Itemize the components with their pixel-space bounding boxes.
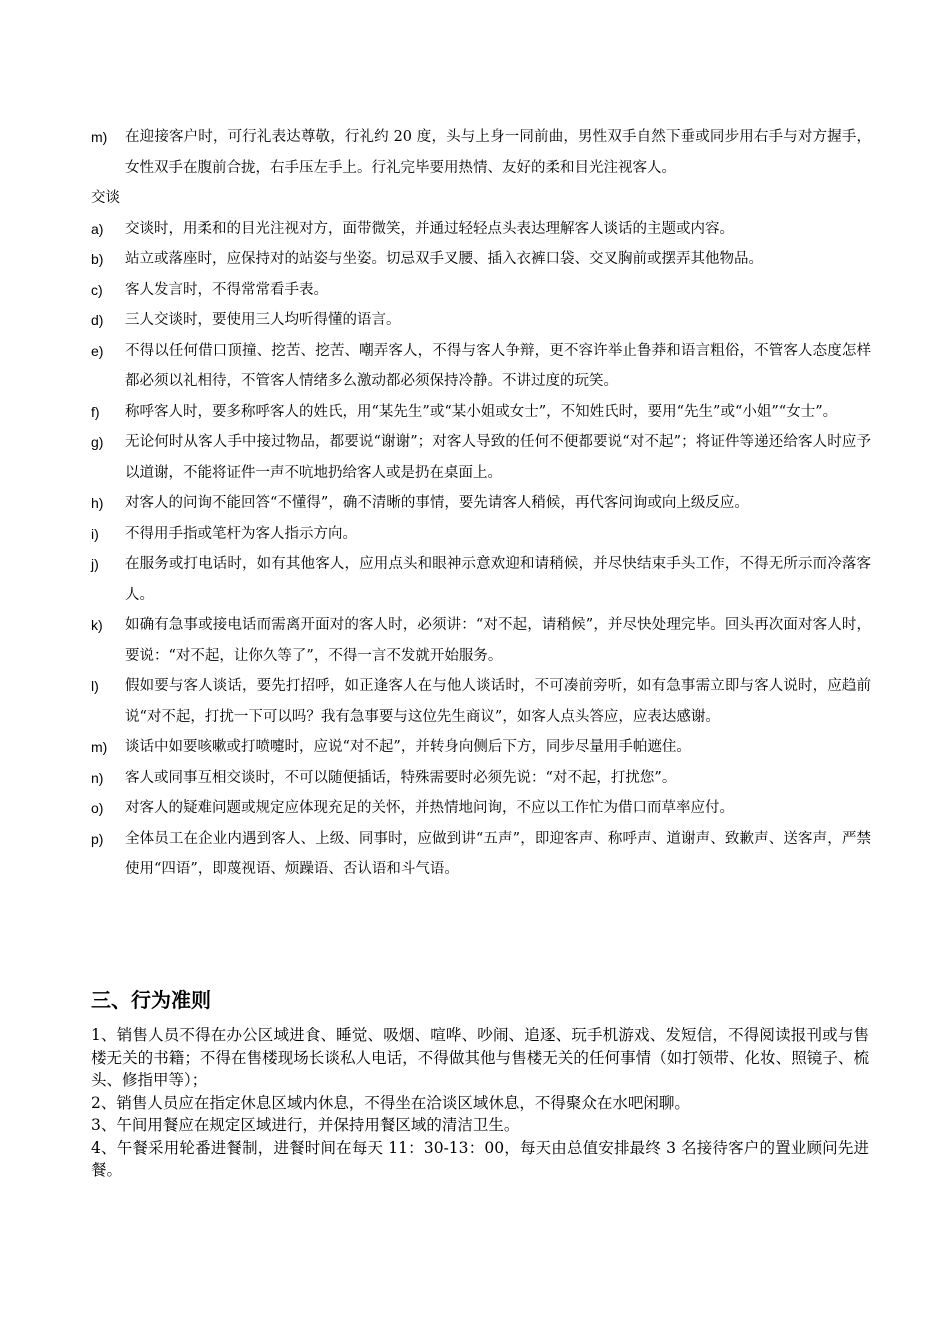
list-item-text: 在迎接客户时，可行礼表达尊敬，行礼约 20 度，头与上身一同前曲，男性双手自然下垂或同步用右手与对方握手，女性双手在腹前合拢，右手压左手上。行礼完毕要用热情、友好的柔和目光注视客人。 [125,129,871,176]
list-marker: f) [91,403,100,420]
list-marker: g) [91,434,104,450]
list-item-text: 对客人的疑难问题或规定应体现充足的关怀，并热情地问询，不应以工作忙为借口而草率应付。 [125,800,734,816]
list-item-text: 在服务或打电话时，如有其他客人，应用点头和眼神示意欢迎和请稍候，并尽快结束手头工作，不得无所示而冷落客人。 [125,556,871,603]
list-item [91,275,871,306]
conduct-rules [91,1024,869,1182]
list-marker: a) [91,220,104,237]
list-item [91,671,871,732]
list-item-text: 如确有急事或接电话而需离开面对的客人时，必须讲：“对不起，请稍候”，并尽快处理完毕。回头再次面对客人时，要说：“对不起，让你久等了”，不得一言不发就开始服务。 [125,617,871,664]
list-item [91,305,871,336]
list-item-text: 无论何时从客人手中接过物品，都要说“谢谢”；对客人导致的任何不便都要说“对不起”；将证件等递还给客人时应予以道谢，不能将证件一声不吭地扔给客人或是扔在桌面上。 [125,434,871,481]
list-item-text: 谈话中如要咳嗽或打喷嚏时，应说“对不起”，并转身向侧后下方，同步尽量用手帕遮住。 [125,739,691,755]
list-item [91,214,871,245]
list-item-text: 交谈时，用柔和的目光注视对方，面带微笑，并通过轻轻点头表达理解客人谈话的主题或内容。 [125,220,734,237]
list-marker: k) [91,617,103,633]
list-item [91,824,871,885]
list-item [91,732,871,763]
list-item [91,427,871,488]
list-item-text: 全体员工在企业内遇到客人、上级、同事时，应做到讲“五声”，即迎客声、称呼声、道谢声、致歉声、送客声，严禁使用“四语”，即蔑视语、烦躁语、否认语和斗气语。 [125,830,871,877]
rule-paragraph: 3、午间用餐应在规定区域进行，并保持用餐区域的清洁卫生。 [91,1116,520,1134]
list-item [91,336,871,397]
list-marker: o) [91,800,104,816]
list-item [91,488,871,519]
list-item [91,397,871,428]
list-item-text: 三人交谈时，要使用三人均听得懂的语言。 [125,312,401,328]
list-item [91,763,871,794]
section-title-conduct-rules: 三、行为准则 [91,988,211,1012]
list-item [91,793,871,824]
list-item [91,122,871,183]
list-marker: h) [91,495,104,511]
list-item [91,549,871,610]
list-marker: n) [91,769,104,786]
list-marker: c) [91,281,103,298]
list-item-text: 不得以任何借口顶撞、挖苦、挖苦、嘲弄客人，不得与客人争辩，更不容许举止鲁莽和语言粗俗，不管客人态度怎样都必须以礼相待，不管客人情绪多么激动都必须保持冷静。不讲过度的玩笑。 [125,342,871,389]
list-marker: m) [91,129,108,145]
rule-paragraph: 4、午餐采用轮番进餐制，进餐时间在每天 11：30-13：00，每天由总值安排最终 3 名接待客户的置业顾问先进餐。 [91,1138,869,1179]
list-item [91,244,871,275]
list-item-text: 假如要与客人谈话，要先打招呼，如正逢客人在与他人谈话时，不可凑前旁听，如有急事需立即与客人说时，应趋前说“对不起，打扰一下可以吗？我有急事要与这位先生商议”，如客人点头答应，应表达感谢。 [125,678,871,725]
etiquette-list [91,122,871,885]
list-item-text: 客人发言时，不得常常看手表。 [125,281,328,298]
list-item-text: 站立或落座时，应保持对的站姿与坐姿。切忌双手叉腰、插入衣裤口袋、交叉胸前或摆弄其他物品。 [125,251,763,267]
subheading-conversation: 交谈 [91,190,120,206]
list-marker: l) [91,678,99,694]
list-marker: b) [91,251,104,267]
list-item [91,610,871,671]
list-marker: j) [91,556,99,572]
rule-paragraph: 2、销售人员应在指定休息区域内休息，不得坐在洽谈区域休息，不得聚众在水吧闲聊。 [91,1093,690,1112]
list-item-text: 对客人的问询不能回答“不懂得”，确不清晰的事情，要先请客人稍候，再代客问询或向上级反应。 [125,495,749,511]
list-marker: p) [91,830,104,847]
list-item [91,519,871,550]
list-item-text: 客人或同事互相交谈时，不可以随便插话，特殊需要时必须先说：“对不起，打扰您”。 [125,769,677,786]
list-marker: m) [91,739,108,755]
list-marker: e) [91,342,104,359]
list-marker: d) [91,312,104,328]
list-marker: i) [91,525,99,542]
list-item-text: 不得用手指或笔杆为客人指示方向。 [125,525,357,542]
rule-paragraph: 1、销售人员不得在办公区域进食、睡觉、吸烟、喧哗、吵闹、追逐、玩手机游戏、发短信，不得阅读报刊或与售楼无关的书籍；不得在售楼现场长谈私人电话，不得做其他与售楼无关的任何事情（如打领带、化妆、照镜子、梳头、修指甲等）； [91,1026,869,1089]
list-item-text: 称呼客人时，要多称呼客人的姓氏，用“某先生”或“某小姐或女士”，不知姓氏时，要用“先生”或“小姐”“女士”。 [125,403,838,420]
